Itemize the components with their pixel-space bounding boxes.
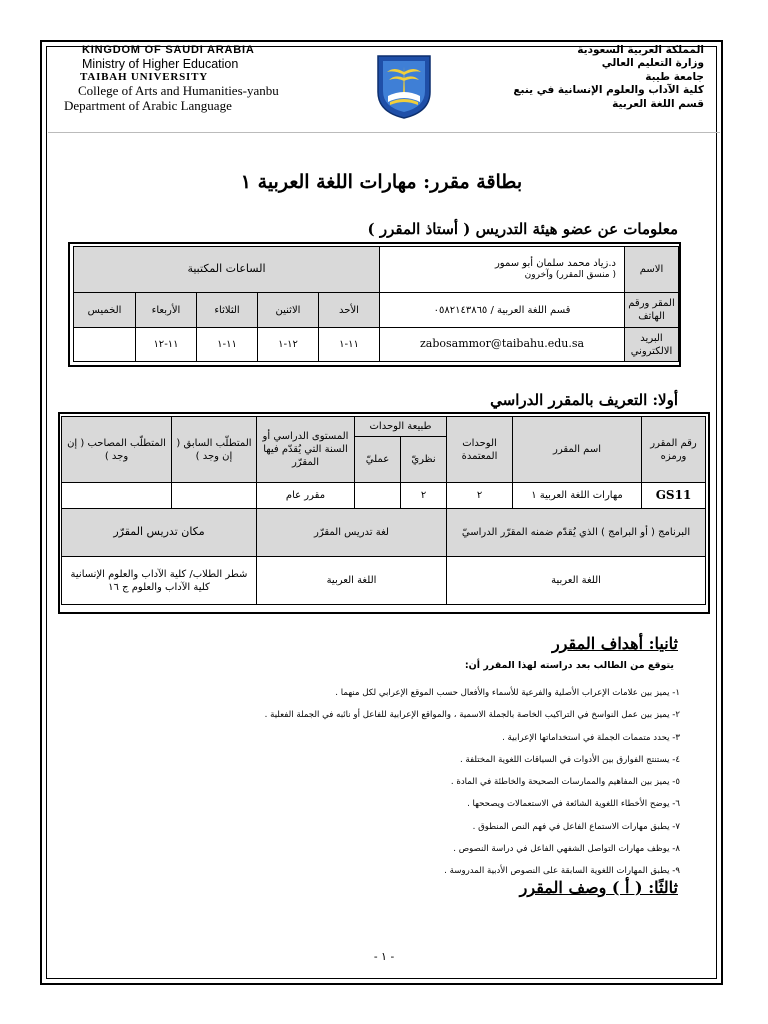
teaching-language: اللغة العربية: [256, 557, 446, 605]
office-hour-time: [74, 328, 136, 362]
goal-item: ٦- يوضح الأخطاء اللغوية الشائعة في الاستعمالات ويصححها .: [467, 799, 680, 810]
course-code: GS11: [642, 483, 706, 509]
instructor-heading: معلومات عن عضو هيئة التدريس ( أستاذ المقرر ): [367, 220, 678, 238]
day-header: الأحد: [319, 293, 380, 328]
goal-item: ٥- يميز بين المفاهيم والممارسات الصحيحة والخاطئة في المادة .: [450, 777, 680, 788]
practical-units: [354, 483, 400, 509]
name-label: الاسم: [625, 247, 679, 293]
teaching-place-line-2: كلية الآداب والعلوم ج ١٦: [108, 581, 210, 593]
course-definition-heading: أولا: التعريف بالمقرر الدراسي: [490, 391, 678, 409]
office-hour-time: ١١-١: [319, 328, 380, 362]
course-name-header: اسم المقرر: [513, 417, 642, 483]
goal-item: ٨- يوظف مهارات التواصل الشفهي الفاعل في دراسة النصوص .: [453, 844, 680, 855]
goal-item: ٧- يطبق مهارات الاستماع الفاعل في فهم النص المنطوق .: [472, 821, 680, 832]
goal-item: ٣- يحدد متممات الجملة في استخداماتها الإعرابية .: [502, 732, 680, 743]
header-ar-kingdom: المملكة العربية السعودية: [577, 44, 704, 56]
teaching-place-line-1: شطر الطلاب/ كلية الآداب والعلوم الإنسانية: [70, 568, 248, 580]
credit-units-header: الوحدات المعتمدة: [447, 417, 513, 483]
program-header: البرنامج ( أو البرامج ) الذي يُقدّم ضمنه المقرّر الدراسيّ: [447, 509, 706, 557]
header-en-department: Department of Arabic Language: [64, 97, 232, 113]
teaching-place: [61, 557, 256, 605]
goal-item: ٤- يستنتج الفوارق بين الأدوات في السياقات اللغوية المختلفة .: [459, 754, 680, 765]
header-divider: [48, 132, 720, 133]
university-logo: [372, 52, 436, 120]
header-ar-college: كلية الآداب والعلوم الإنسانية في ينبع: [513, 84, 704, 97]
teaching-language-header: لغة تدريس المقرّر: [256, 509, 446, 557]
day-header: الثلاثاء: [197, 293, 258, 328]
email-label: البريد الالكتروني: [625, 328, 679, 362]
goal-item: ٢- يميز بين عمل النواسخ في التراكيب الخاصة بالجملة الاسمية ، والمواقع الإعرابية للفاعل أو نائبه في الجملة الفعلية .: [264, 710, 680, 721]
office-value: قسم اللغة العربية / ٠٥٨٢١٤٣٨٦٥: [380, 293, 625, 328]
goals-intro: يتوقع من الطالب بعد دراسته لهذا المقرر أن:: [464, 660, 674, 671]
office-hour-time: ١١-١: [197, 328, 258, 362]
credit-units: ٢: [447, 483, 513, 509]
prerequisite: [171, 483, 256, 509]
instructor-note: ( منسق المقرر) وآخرون: [524, 270, 616, 281]
course-code-header: رقم المقرر ورمزه: [642, 417, 706, 483]
office-hour-time: ١١-١٢: [136, 328, 197, 362]
units-nature-header: طبيعة الوحدات: [354, 417, 446, 437]
goal-item: ١- يميز بين علامات الإعراب الأصلية والفرعية للأسماء والأفعال حسب الموقع الإعرابي لكل منهما .: [335, 688, 680, 698]
day-header: الخميس: [74, 293, 136, 328]
practical-header: عمليّ: [354, 437, 400, 483]
header-ar-ministry: وزارة التعليم العالي: [601, 57, 704, 70]
corequisite-header: المتطلّب المصاحب ( إن وجد ): [61, 417, 171, 483]
theory-header: نظريّ: [401, 437, 447, 483]
header-en-college: College of Arts and Humanities-yanbu: [78, 82, 279, 98]
corequisite: [61, 483, 171, 509]
prerequisite-header: المتطلّب السابق ( إن وجد ): [171, 417, 256, 483]
goals-list: [80, 660, 680, 883]
study-level: مقرر عام: [256, 483, 354, 509]
teaching-place-header: مكان تدريس المقرّر: [61, 509, 256, 557]
day-header: الاثنين: [258, 293, 319, 328]
goal-item: ٩- يطبق المهارات اللغوية السابقة على النصوص الأدبية المدروسة .: [444, 866, 680, 877]
course-name: مهارات اللغة العربية ١: [513, 483, 642, 509]
header-ar-department: قسم اللغة العربية: [612, 97, 704, 110]
instructor-name: د.زياد محمد سلمان أبو سمور: [494, 258, 616, 270]
course-table: [61, 416, 706, 605]
theory-units: ٢: [401, 483, 447, 509]
name-cell: [380, 247, 625, 293]
page-number: - ١ -: [373, 950, 395, 963]
header-arabic: [504, 44, 704, 111]
header-en-ministry: Ministry of Higher Education: [82, 56, 239, 71]
header-ar-university: جامعة طيبة: [645, 70, 704, 83]
email-value: zabosammor@taibahu.edu.sa: [380, 328, 625, 362]
program: اللغة العربية: [447, 557, 706, 605]
instructor-table: [73, 246, 679, 362]
header-en-kingdom: KINGDOM OF SAUDI ARABIA: [82, 44, 255, 56]
course-description-heading: ثالثًا: ( أ ) وصف المقرر: [519, 878, 678, 897]
day-header: الأربعاء: [136, 293, 197, 328]
goals-heading: ثانيا: أهداف المقرر: [551, 634, 678, 653]
study-level-header: المستوى الدراسي أو السنة التي يُقدّم فيها المقرّر: [256, 417, 354, 483]
page-title: بطاقة مقرر: مهارات اللغة العربية ١: [240, 171, 523, 193]
header-en-university: TAIBAH UNIVERSITY: [80, 71, 209, 84]
office-label: المقر ورقم الهاتف: [625, 293, 679, 328]
office-hours-label: الساعات المكتبية: [74, 247, 380, 293]
office-hour-time: ١٢-١: [258, 328, 319, 362]
header-english: [64, 44, 354, 114]
